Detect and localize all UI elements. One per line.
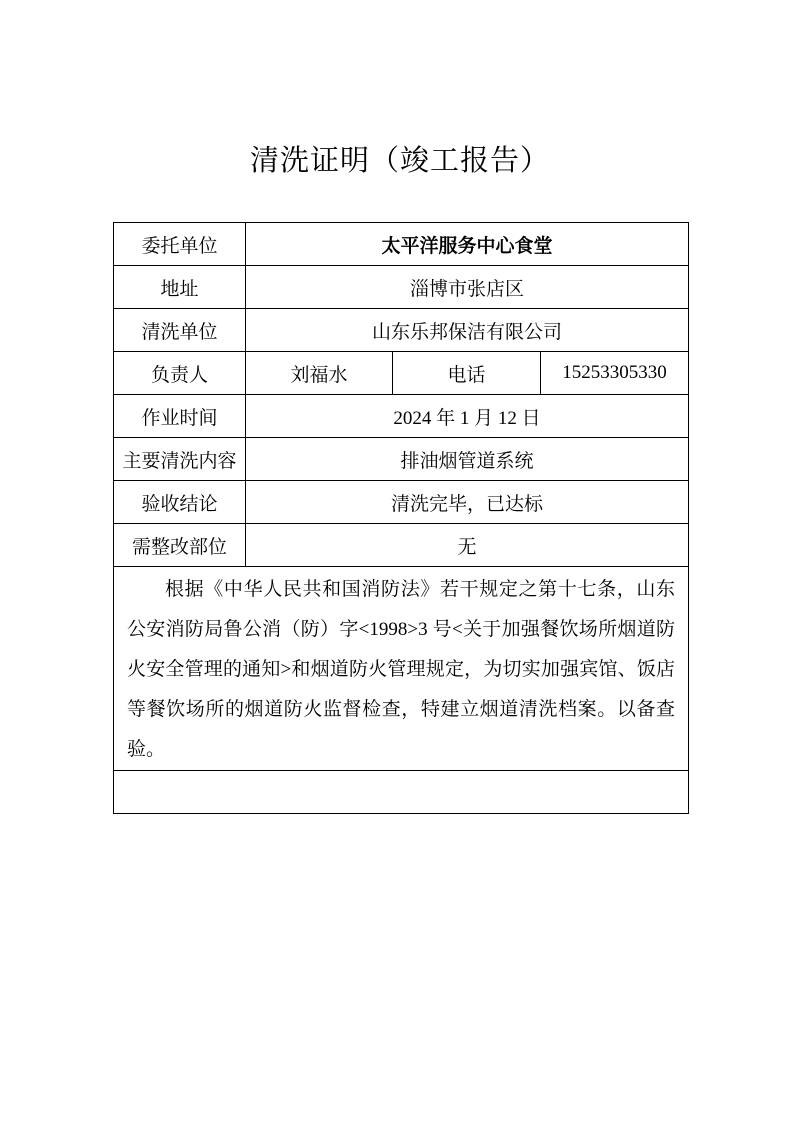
label-person-in-charge: 负责人: [114, 352, 246, 395]
table-row: [114, 352, 689, 395]
label-acceptance-conclusion: 验收结论: [114, 481, 246, 524]
table-row: [114, 309, 689, 352]
report-table: [113, 222, 689, 968]
value-entrusting-unit: 太平洋服务中心食堂: [246, 223, 689, 266]
table-row: [114, 524, 689, 567]
value-work-time: 2024 年 1 月 12 日: [246, 395, 689, 438]
value-parts-to-rectify: 无: [246, 524, 689, 567]
label-parts-to-rectify: 需整改部位: [114, 524, 246, 567]
value-cleaning-unit: 山东乐邦保洁有限公司: [246, 309, 689, 352]
value-person-in-charge: 刘福水: [246, 352, 393, 395]
value-phone: 15253305330: [541, 352, 689, 395]
table-row: [114, 266, 689, 309]
value-acceptance-conclusion: 清洗完毕，已达标: [246, 481, 689, 524]
table-row: [114, 223, 689, 266]
table-row: [114, 438, 689, 481]
table-row: [114, 395, 689, 438]
label-work-time: 作业时间: [114, 395, 246, 438]
regulation-notes-cell: [114, 567, 689, 771]
value-main-content: 排油烟管道系统: [246, 438, 689, 481]
label-cleaning-unit: 清洗单位: [114, 309, 246, 352]
label-address: 地址: [114, 266, 246, 309]
label-entrusting-unit: 委托单位: [114, 223, 246, 266]
regulation-notes: 根据《中华人民共和国消防法》若干规定之第十七条，山东公安消防局鲁公消（防）字<1998>3 号<关于加强餐饮场所烟道防火安全管理的通知>和烟道防火管理规定，为切实加强宾馆、饭店等餐饮场所的烟道防火监督检查，特建立烟道清洗档案。以备查验。: [127, 579, 676, 760]
label-phone: 电话: [393, 352, 541, 395]
table-row: [114, 481, 689, 524]
value-address: 淄博市张店区: [246, 266, 689, 309]
page-title: 清洗证明（竣工报告）: [249, 145, 550, 177]
label-main-content: 主要清洗内容: [114, 438, 246, 481]
signature-cell: 山东乐邦保洁有限公司 3703072: [114, 771, 689, 814]
table-row: [114, 567, 689, 771]
table-row: [114, 771, 689, 814]
